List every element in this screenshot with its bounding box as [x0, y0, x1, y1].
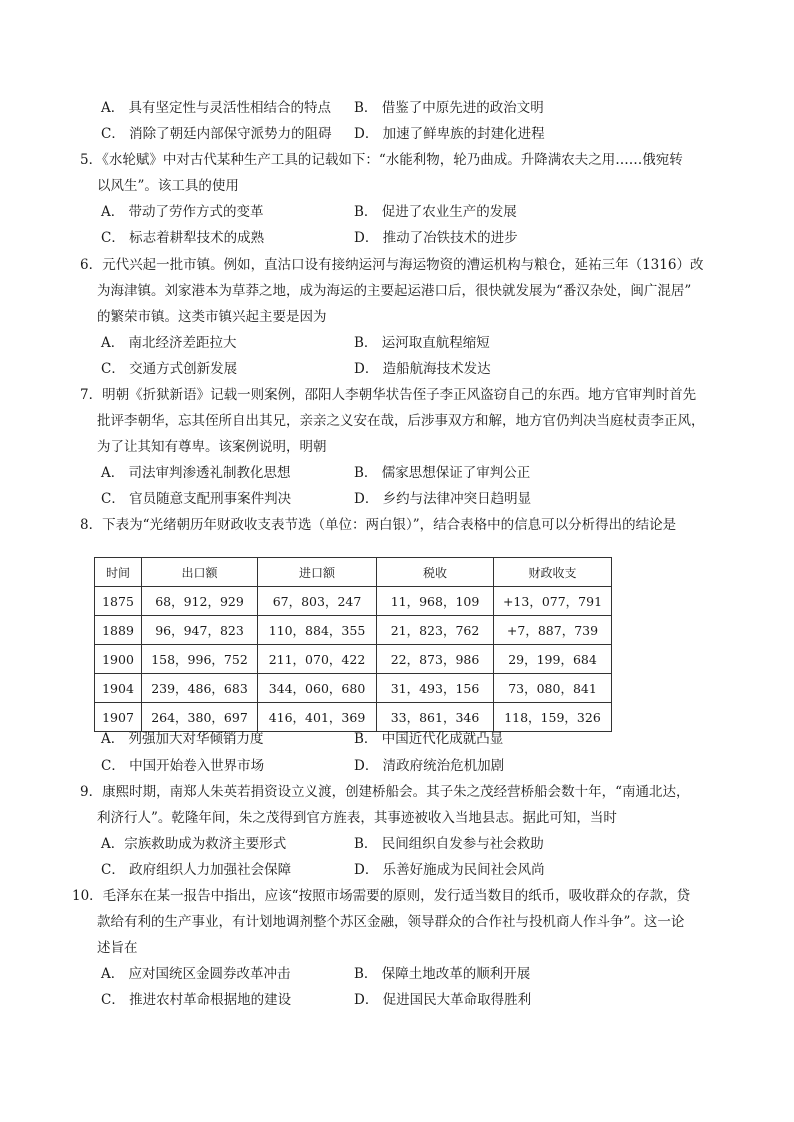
table-row [95, 616, 612, 645]
q5-option-a[interactable]: A． 带动了劳作方式的变革 [101, 204, 264, 220]
q6-stem-line-3: 的繁荣市镇。这类市镇兴起主要是因为 [97, 309, 327, 325]
table-cell: 22，873，986 [377, 645, 494, 674]
table-cell: 1904 [95, 674, 142, 703]
table-cell: 68，912，929 [142, 587, 258, 616]
q10-option-a[interactable]: A． 应对国统区金圆券改革冲击 [101, 966, 291, 982]
table-cell: 1875 [95, 587, 142, 616]
table-header-cell: 进口额 [258, 558, 377, 587]
q7-stem-line-1: 7．明朝《折狱新语》记载一则案例，邵阳人李朝华状告侄子李正风盗窃自己的东西。地方官审判时首先 [80, 387, 697, 403]
table-header-cell: 税收 [377, 558, 494, 587]
q9-option-c[interactable]: C． 政府组织人力加强社会保障 [101, 862, 292, 878]
q6-option-c[interactable]: C． 交通方式创新发展 [101, 361, 238, 377]
table-cell: 21，823，762 [377, 616, 494, 645]
table-row [95, 674, 612, 703]
table-header-cell: 时间 [95, 558, 142, 587]
q9-stem-line-2: 利济行人”。乾隆年间，朱之茂得到官方旌表，其事迹被收入当地县志。据此可知，当时 [97, 810, 617, 826]
table-cell: 29，199，684 [494, 645, 612, 674]
table-cell: 344，060，680 [258, 674, 377, 703]
fiscal-table [94, 557, 612, 732]
table-cell: +7，887，739 [494, 616, 612, 645]
table-cell: 33，861，346 [377, 703, 494, 732]
q8-option-a[interactable]: A． 列强加大对华倾销力度 [101, 731, 264, 747]
q9-option-b[interactable]: B． 民间组织自发参与社会救助 [354, 836, 544, 852]
q6-option-d[interactable]: D． 造船航海技术发达 [354, 361, 491, 377]
q7-option-d[interactable]: D． 乡约与法律冲突日趋明显 [354, 491, 532, 507]
q9-stem-line-1: 9．康熙时期，南郑人朱英若捐资设立义渡，创建桥船会。其子朱之茂经营桥船会数十年，“南通北达， [80, 784, 690, 800]
table-cell: 118，159，326 [494, 703, 612, 732]
q4-option-b[interactable]: B． 借鉴了中原先进的政治文明 [354, 100, 544, 116]
q8-option-d[interactable]: D． 清政府统治危机加剧 [354, 758, 505, 774]
table-cell: 211，070，422 [258, 645, 377, 674]
q10-option-b[interactable]: B． 保障土地改革的顺利开展 [354, 966, 531, 982]
table-row [95, 703, 612, 732]
table-row [95, 587, 612, 616]
q7-stem-line-2: 批评李朝华，忘其侄所自出其兄，亲亲之义安在哉，后涉事双方和解，地方官仍判决当庭杖责李正风， [97, 413, 705, 429]
q9-option-a[interactable]: A．宗族救助成为救济主要形式 [101, 836, 287, 852]
q10-option-d[interactable]: D． 促进国民大革命取得胜利 [354, 992, 532, 1008]
q7-option-a[interactable]: A． 司法审判渗透礼制教化思想 [101, 465, 291, 481]
q5-stem-line-2: 以风生”。该工具的使用 [97, 178, 239, 194]
q8-option-b[interactable]: B． 中国近代化成就凸显 [354, 731, 504, 747]
q7-option-c[interactable]: C． 官员随意支配刑事案件判决 [101, 491, 292, 507]
q6-option-b[interactable]: B． 运河取直航程缩短 [354, 335, 490, 351]
q4-option-c[interactable]: C． 消除了朝廷内部保守派势力的阻碍 [101, 126, 332, 142]
table-cell: 31，493，156 [377, 674, 494, 703]
q5-option-c[interactable]: C． 标志着耕犁技术的成熟 [101, 230, 265, 246]
q4-option-a[interactable]: A． 具有坚定性与灵活性相结合的特点 [101, 100, 332, 116]
q10-stem-line-2: 款给有利的生产事业，有计划地调剂整个苏区金融，领导群众的合作社与投机商人作斗争”。这一论 [97, 914, 685, 930]
q9-option-d[interactable]: D． 乐善好施成为民间社会风尚 [354, 862, 545, 878]
q10-option-c[interactable]: C． 推进农村革命根据地的建设 [101, 992, 292, 1008]
q5-option-b[interactable]: B． 促进了农业生产的发展 [354, 204, 517, 220]
table-cell: 1889 [95, 616, 142, 645]
table-header-cell: 财政收支 [494, 558, 612, 587]
table-cell: 1900 [95, 645, 142, 674]
q8-stem-line-1: 8．下表为“光绪朝历年财政收支表节选（单位：两白银）”，结合表格中的信息可以分析得出的结论是 [80, 517, 677, 533]
q8-option-c[interactable]: C． 中国开始卷入世界市场 [101, 758, 265, 774]
table-cell: +13，077，791 [494, 587, 612, 616]
table-row [95, 645, 612, 674]
table-cell: 11，968，109 [377, 587, 494, 616]
table-cell: 1907 [95, 703, 142, 732]
table-cell: 158，996，752 [142, 645, 258, 674]
table-cell: 67，803，247 [258, 587, 377, 616]
q6-stem-line-1: 6．元代兴起一批市镇。例如，直沽口设有接纳运河与海运物资的漕运机构与粮仓，延祐三年（1316）改 [80, 257, 704, 273]
table-cell: 416，401，369 [258, 703, 377, 732]
table-cell: 110，884，355 [258, 616, 377, 645]
table-cell: 239，486，683 [142, 674, 258, 703]
table-header-cell: 出口额 [142, 558, 258, 587]
q5-stem-line-1: 5．《水轮赋》中对古代某种生产工具的记载如下：“水能利物，轮乃曲成。升降满农夫之用……俄宛转 [80, 152, 683, 168]
q6-stem-line-2: 为海津镇。刘家港本为草莽之地，成为海运的主要起运港口后，很快就发展为“番汉杂处，闽广混居” [97, 283, 692, 299]
q7-option-b[interactable]: B． 儒家思想保证了审判公正 [354, 465, 531, 481]
q10-stem-line-1: 10．毛泽东在某一报告中指出，应该“按照市场需要的原则，发行适当数目的纸币，吸收群众的存款，贷 [72, 888, 691, 904]
q7-stem-line-3: 为了让其知有尊卑。该案例说明，明朝 [97, 439, 327, 455]
table-cell: 96，947，823 [142, 616, 258, 645]
q6-option-a[interactable]: A． 南北经济差距拉大 [101, 335, 237, 351]
q5-option-d[interactable]: D． 推动了冶铁技术的进步 [354, 230, 518, 246]
table-cell: 264，380，697 [142, 703, 258, 732]
q4-option-d[interactable]: D． 加速了鲜卑族的封建化进程 [354, 126, 545, 142]
q10-stem-line-3: 述旨在 [97, 940, 138, 956]
table-cell: 73，080，841 [494, 674, 612, 703]
table-header-row [95, 558, 612, 587]
